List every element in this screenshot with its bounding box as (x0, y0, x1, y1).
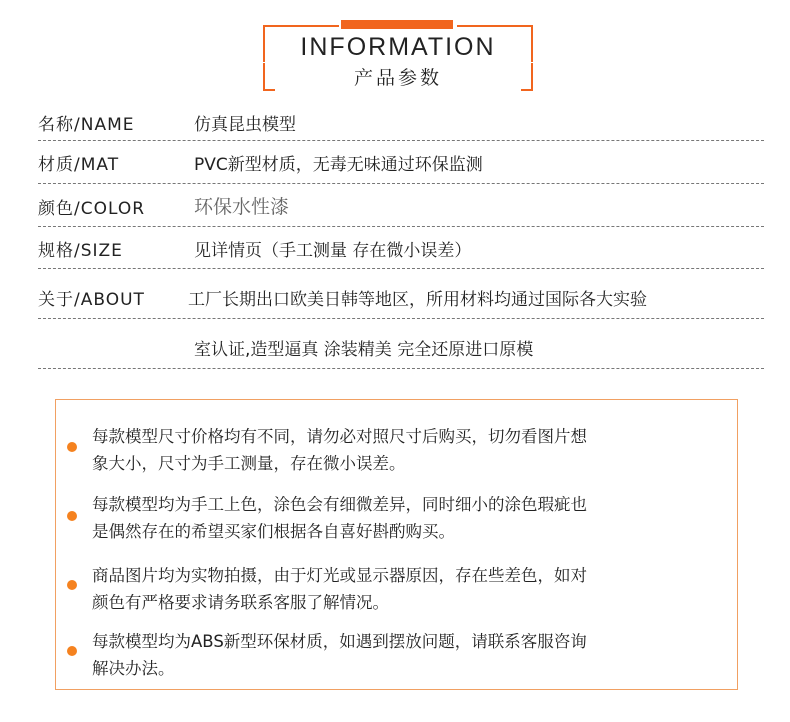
bullet-dot-icon (67, 580, 77, 590)
notice-box (55, 399, 738, 690)
param-label: 关于/ABOUT (38, 290, 145, 310)
param-value: 环保水性漆 (194, 196, 290, 218)
bullet-dot-icon (67, 646, 77, 656)
notice-line: 解决办法。 (92, 659, 175, 678)
param-row-name (38, 110, 764, 140)
row-divider (38, 268, 764, 269)
notice-line: 每款模型尺寸价格均有不同，请勿必对照尺寸后购买，切勿看图片想 (92, 427, 587, 446)
notice-item (92, 562, 732, 616)
bullet-dot-icon (67, 442, 77, 452)
row-divider (38, 226, 764, 227)
param-value: 仿真昆虫模型 (194, 115, 296, 135)
param-row-about (38, 285, 764, 315)
param-row-color (38, 194, 764, 224)
param-value: 见详情页（手工测量 存在微小误差） (194, 241, 472, 261)
row-divider (38, 318, 764, 319)
param-label: 材质/MAT (38, 155, 120, 175)
row-divider (38, 368, 764, 369)
notice-line: 是偶然存在的希望买家们根据各自喜好斟酌购买。 (92, 522, 455, 541)
notice-line: 象大小，尺寸为手工测量，存在微小误差。 (92, 454, 406, 473)
param-row-material (38, 150, 764, 180)
param-row-about-continued (38, 335, 764, 365)
row-divider (38, 140, 764, 141)
param-value: PVC新型材质，无毒无味通过环保监测 (194, 155, 483, 175)
header-accent-bar (341, 20, 453, 29)
notice-item (92, 491, 732, 545)
notice-item (92, 423, 732, 477)
notice-line: 颜色有严格要求请务联系客服了解情况。 (92, 593, 389, 612)
param-row-size (38, 236, 764, 266)
notice-line: 每款模型均为ABS新型环保材质，如遇到摆放问题，请联系客服咨询 (92, 632, 587, 651)
notice-item (92, 628, 732, 682)
param-label: 规格/SIZE (38, 241, 123, 261)
notice-line: 商品图片均为实物拍摄，由于灯光或显示器原因，存在些差色，如对 (92, 566, 587, 585)
param-value: 工厂长期出口欧美日韩等地区，所用材料均通过国际各大实验 (188, 290, 647, 310)
header-title-cn: 产品参数 (353, 67, 442, 89)
param-label: 颜色/COLOR (38, 199, 146, 219)
param-value: 室认证,造型逼真 涂装精美 完全还原进口原模 (194, 340, 534, 360)
row-divider (38, 183, 764, 184)
param-label: 名称/NAME (38, 115, 135, 135)
bullet-dot-icon (67, 511, 77, 521)
header-title-en: INFORMATION (300, 33, 496, 61)
notice-line: 每款模型均为手工上色，涂色会有细微差异，同时细小的涂色瑕疵也 (92, 495, 587, 514)
